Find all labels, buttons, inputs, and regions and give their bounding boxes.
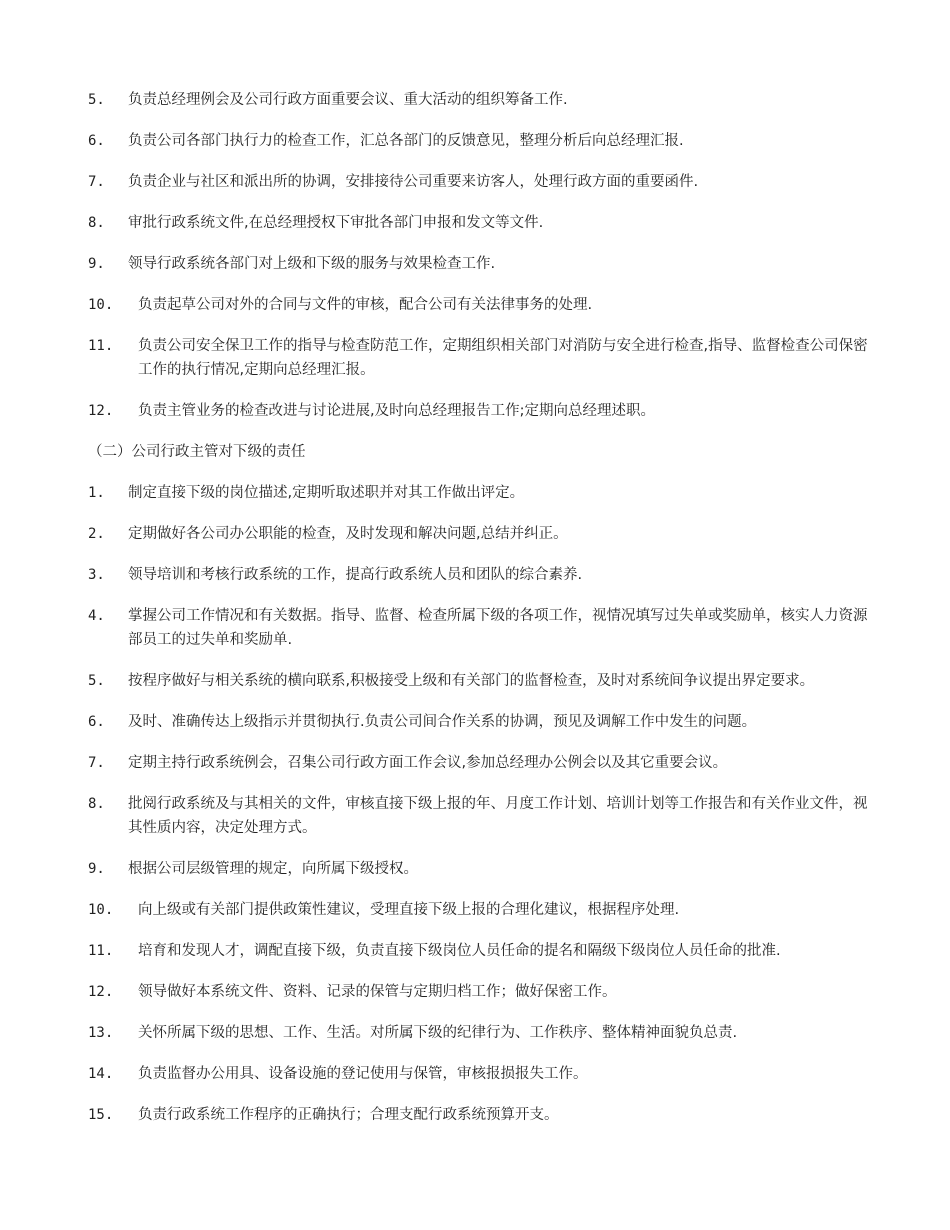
list-item-number: 10.	[88, 902, 114, 918]
list-item	[88, 604, 868, 652]
list-item-number: 6.	[88, 714, 105, 730]
list-item-number: 8.	[88, 215, 105, 231]
list-item-text: 批阅行政系统及与其相关的文件，审核直接下级上报的年、月度工作计划、培训计划等工作报告和有关作业文件，视其性质内容，决定处理方式。	[128, 796, 868, 836]
list-item-text: 负责行政系统工作程序的正确执行；合理支配行政系统预算开支。	[138, 1107, 559, 1123]
list-item-number: 13.	[88, 1025, 114, 1041]
list-item-number: 11.	[88, 943, 114, 959]
list-item-number: 15.	[88, 1107, 114, 1123]
list-item-text: 负责主管业务的检查改进与讨论进展,及时向总经理报告工作;定期向总经理述职。	[138, 403, 655, 419]
list-item-number: 1.	[88, 485, 105, 501]
list-item-text: 领导培训和考核行政系统的工作，提高行政系统人员和团队的综合素养.	[128, 567, 583, 583]
list-item-text: 根据公司层级管理的规定，向所属下级授权。	[128, 861, 418, 877]
list-item	[88, 857, 868, 881]
list-item-text: 领导行政系统各部门对上级和下级的服务与效果检查工作.	[128, 256, 496, 272]
list-item-text: 负责监督办公用具、设备设施的登记使用与保管，审核报损报失工作。	[138, 1066, 588, 1082]
list-item	[88, 710, 868, 734]
list-item	[88, 129, 868, 153]
list-item-text: 定期主持行政系统例会，召集公司行政方面工作会议,参加总经理办公例会以及其它重要会议。	[128, 755, 728, 771]
list-item-number: 5.	[88, 673, 105, 689]
list-item	[88, 293, 868, 317]
list-item-number: 8.	[88, 796, 105, 812]
list-item-text: 关怀所属下级的思想、工作、生活。对所属下级的纪律行为、工作秩序、整体精神面貌负总责.	[138, 1025, 738, 1041]
document-body	[88, 88, 868, 1144]
section-heading: （二）公司行政主管对下级的责任	[88, 444, 306, 460]
list-item	[88, 563, 868, 587]
list-item-text: 向上级或有关部门提供政策性建议，受理直接下级上报的合理化建议，根据程序处理.	[138, 902, 680, 918]
list-item-number: 7.	[88, 174, 105, 190]
list-item-text: 定期做好各公司办公职能的检查，及时发现和解决问题,总结并纠正。	[128, 526, 568, 542]
list-item-text: 及时、准确传达上级指示并贯彻执行.负责公司间合作关系的协调，预见及调解工作中发生的问题。	[128, 714, 757, 730]
list-item-number: 3.	[88, 567, 105, 583]
list-item	[88, 980, 868, 1004]
list-item-number: 7.	[88, 755, 105, 771]
list-item-number: 9.	[88, 256, 105, 272]
list-item-text: 按程序做好与相关系统的横向联系,积极接受上级和有关部门的监督检查，及时对系统间争议提出界定要求。	[128, 673, 815, 689]
list-item-text: 掌握公司工作情况和有关数据。指导、监督、检查所属下级的各项工作，视情况填写过失单或奖励单，核实人力资源部员工的过失单和奖励单.	[128, 608, 868, 648]
list-item	[88, 334, 868, 382]
list-item	[88, 252, 868, 276]
list-item-number: 12.	[88, 403, 114, 419]
list-item-text: 制定直接下级的岗位描述,定期听取述职并对其工作做出评定。	[128, 485, 525, 501]
list-item-number: 9.	[88, 861, 105, 877]
list-item-number: 6.	[88, 133, 105, 149]
list-item	[88, 792, 868, 840]
list-item	[88, 939, 868, 963]
list-item	[88, 669, 868, 693]
list-item-number: 4.	[88, 608, 105, 624]
list-item-text: 负责公司各部门执行力的检查工作，汇总各部门的反馈意见，整理分析后向总经理汇报.	[128, 133, 684, 149]
list-item-number: 14.	[88, 1066, 114, 1082]
list-item-number: 2.	[88, 526, 105, 542]
list-item	[88, 522, 868, 546]
list-item	[88, 399, 868, 423]
list-item-text: 负责总经理例会及公司行政方面重要会议、重大活动的组织筹备工作.	[128, 92, 568, 108]
list-item	[88, 170, 868, 194]
list-item-text: 负责起草公司对外的合同与文件的审核，配合公司有关法律事务的处理.	[138, 297, 593, 313]
list-item-number: 5.	[88, 92, 105, 108]
list-item-text: 负责公司安全保卫工作的指导与检查防范工作，定期组织相关部门对消防与安全进行检查,指导、监督检查公司保密工作的执行情况,定期向总经理汇报。	[138, 338, 868, 378]
list-item-number: 12.	[88, 984, 114, 1000]
list-item	[88, 1021, 868, 1045]
list-item	[88, 481, 868, 505]
list-item-text: 审批行政系统文件,在总经理授权下审批各部门申报和发文等文件.	[128, 215, 544, 231]
list-item	[88, 898, 868, 922]
list-item	[88, 211, 868, 235]
list-item	[88, 1103, 868, 1127]
list-item-text: 负责企业与社区和派出所的协调，安排接待公司重要来访客人，处理行政方面的重要函件.	[128, 174, 699, 190]
list-item-number: 11.	[88, 338, 114, 354]
list-item-text: 领导做好本系统文件、资料、记录的保管与定期归档工作；做好保密工作。	[138, 984, 617, 1000]
list-item	[88, 88, 868, 112]
list-item	[88, 1062, 868, 1086]
list-item-number: 10.	[88, 297, 114, 313]
list-item-text: 培育和发现人才，调配直接下级，负责直接下级岗位人员任命的提名和隔级下级岗位人员任命的批准.	[138, 943, 781, 959]
list-item	[88, 751, 868, 775]
